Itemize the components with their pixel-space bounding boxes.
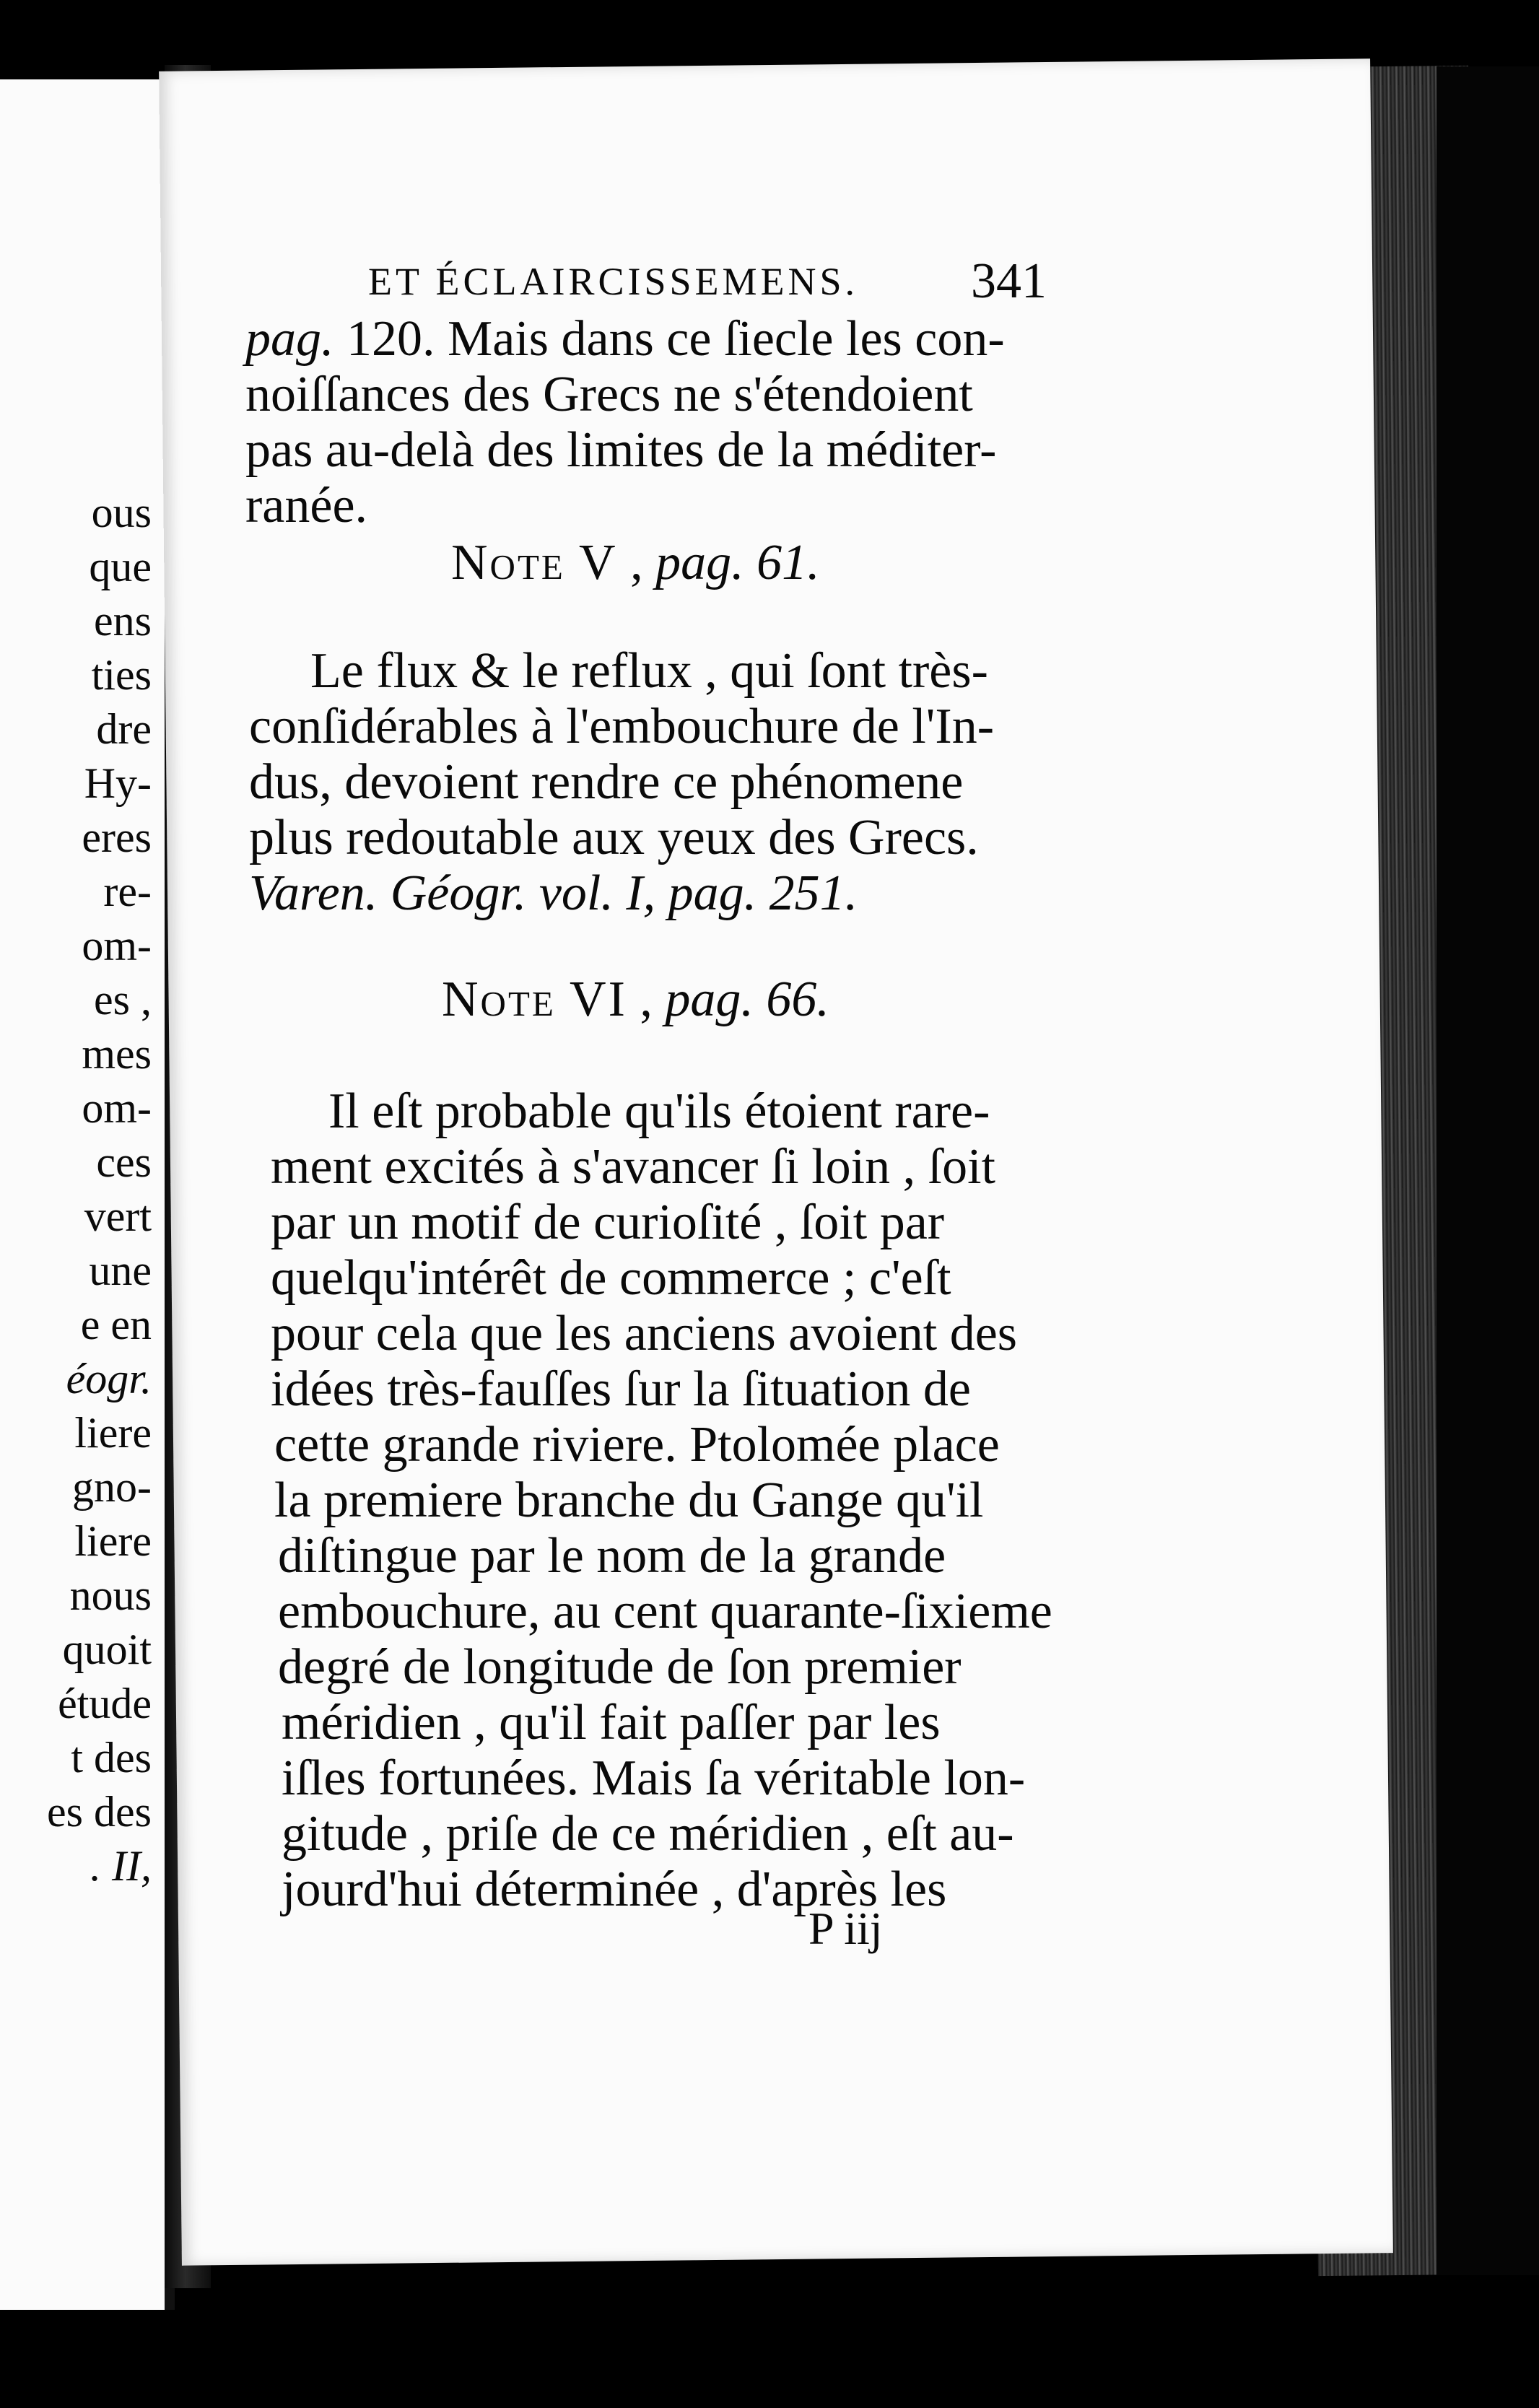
text-line: Le flux & le reflux , qui ſont très-: [310, 643, 988, 699]
left-fragment: étude: [58, 1680, 152, 1727]
left-fragment: ces: [96, 1138, 152, 1186]
left-fragment: es des: [47, 1788, 152, 1836]
note-heading: Note VI , pag. 66.: [442, 972, 829, 1027]
left-fragment: Hy-: [84, 759, 152, 807]
left-fragment: om-: [82, 922, 152, 969]
note-heading: Note V , pag. 61.: [451, 535, 820, 590]
text-line: pas au-delà des limites de la méditer-: [245, 422, 997, 478]
left-fragment: liere: [74, 1409, 152, 1457]
text-line: degré de longitude de ſon premier: [278, 1639, 962, 1695]
text-line: plus redoutable aux yeux des Grecs.: [249, 810, 979, 865]
running-title: ET ÉCLAIRCISSEMENS.: [368, 260, 859, 303]
text-line: conſidérables à l'embouchure de l'In-: [249, 699, 995, 754]
signature-mark: P iij: [808, 1903, 883, 1954]
text-line: Il eſt probable qu'ils étoient rare-: [328, 1083, 990, 1139]
left-fragment: vert: [84, 1192, 152, 1240]
citation: Varen. Géogr. vol. I, pag. 251.: [249, 865, 858, 921]
left-fragment: éogr.: [66, 1355, 152, 1403]
text-line: ment excités à s'avancer ſi loin , ſoit: [271, 1139, 995, 1195]
left-fragment: om-: [82, 1084, 152, 1132]
text-line: diſtingue par le nom de la grande: [278, 1528, 946, 1584]
left-fragment: e en: [80, 1301, 152, 1348]
left-fragment: . II,: [90, 1842, 152, 1890]
left-fragment: dre: [96, 705, 152, 753]
text-line: méridien , qu'il fait paſſer par les: [282, 1695, 941, 1750]
text-line: noiſſances des Grecs ne s'étendoient: [245, 367, 973, 422]
text-line: par un motif de curioſité , ſoit par: [271, 1195, 945, 1250]
left-fragment: liere: [74, 1517, 152, 1565]
text-line: embouchure, au cent quarante-ſixieme: [278, 1584, 1052, 1639]
running-head: [368, 249, 1047, 314]
left-fragment: ties: [91, 651, 152, 699]
left-fragment: que: [89, 543, 152, 590]
text-line: pour cela que les anciens avoient des: [271, 1306, 1018, 1361]
text-line: ranée.: [245, 478, 368, 533]
text-line: gitude , priſe de ce méridien , eſt au-: [282, 1806, 1014, 1862]
left-fragment: mes: [82, 1030, 152, 1078]
left-fragment: quoit: [62, 1626, 152, 1673]
left-fragment: ous: [91, 489, 152, 536]
left-facing-page: [0, 79, 175, 2310]
left-fragment: re-: [103, 868, 152, 915]
text-line: idées très-fauſſes ſur la ſituation de: [271, 1361, 971, 1417]
text-line: la premiere branche du Gange qu'il: [274, 1473, 984, 1528]
text-line: iſles fortunées. Mais ſa véritable lon-: [282, 1750, 1026, 1806]
text-line: cette grande riviere. Ptolomée place: [274, 1417, 1000, 1473]
text-line: pag. 120. Mais dans ce ſiecle les con-: [245, 311, 1005, 367]
left-fragment: es ,: [94, 976, 152, 1024]
left-fragment: ens: [94, 597, 152, 645]
page-number: 341: [971, 253, 1047, 309]
text-line: dus, devoient rendre ce phénomene: [249, 754, 964, 810]
left-fragment: nous: [69, 1571, 152, 1619]
text-line: jourd'hui déterminée , d'après les: [282, 1862, 947, 1917]
left-fragment: une: [89, 1247, 152, 1294]
text-line: quelqu'intérêt de commerce ; c'eſt: [271, 1250, 951, 1306]
background-edge: [1436, 66, 1539, 2275]
left-fragment: gno-: [72, 1463, 152, 1511]
left-fragment: t des: [71, 1734, 152, 1781]
left-fragment: eres: [82, 813, 152, 861]
